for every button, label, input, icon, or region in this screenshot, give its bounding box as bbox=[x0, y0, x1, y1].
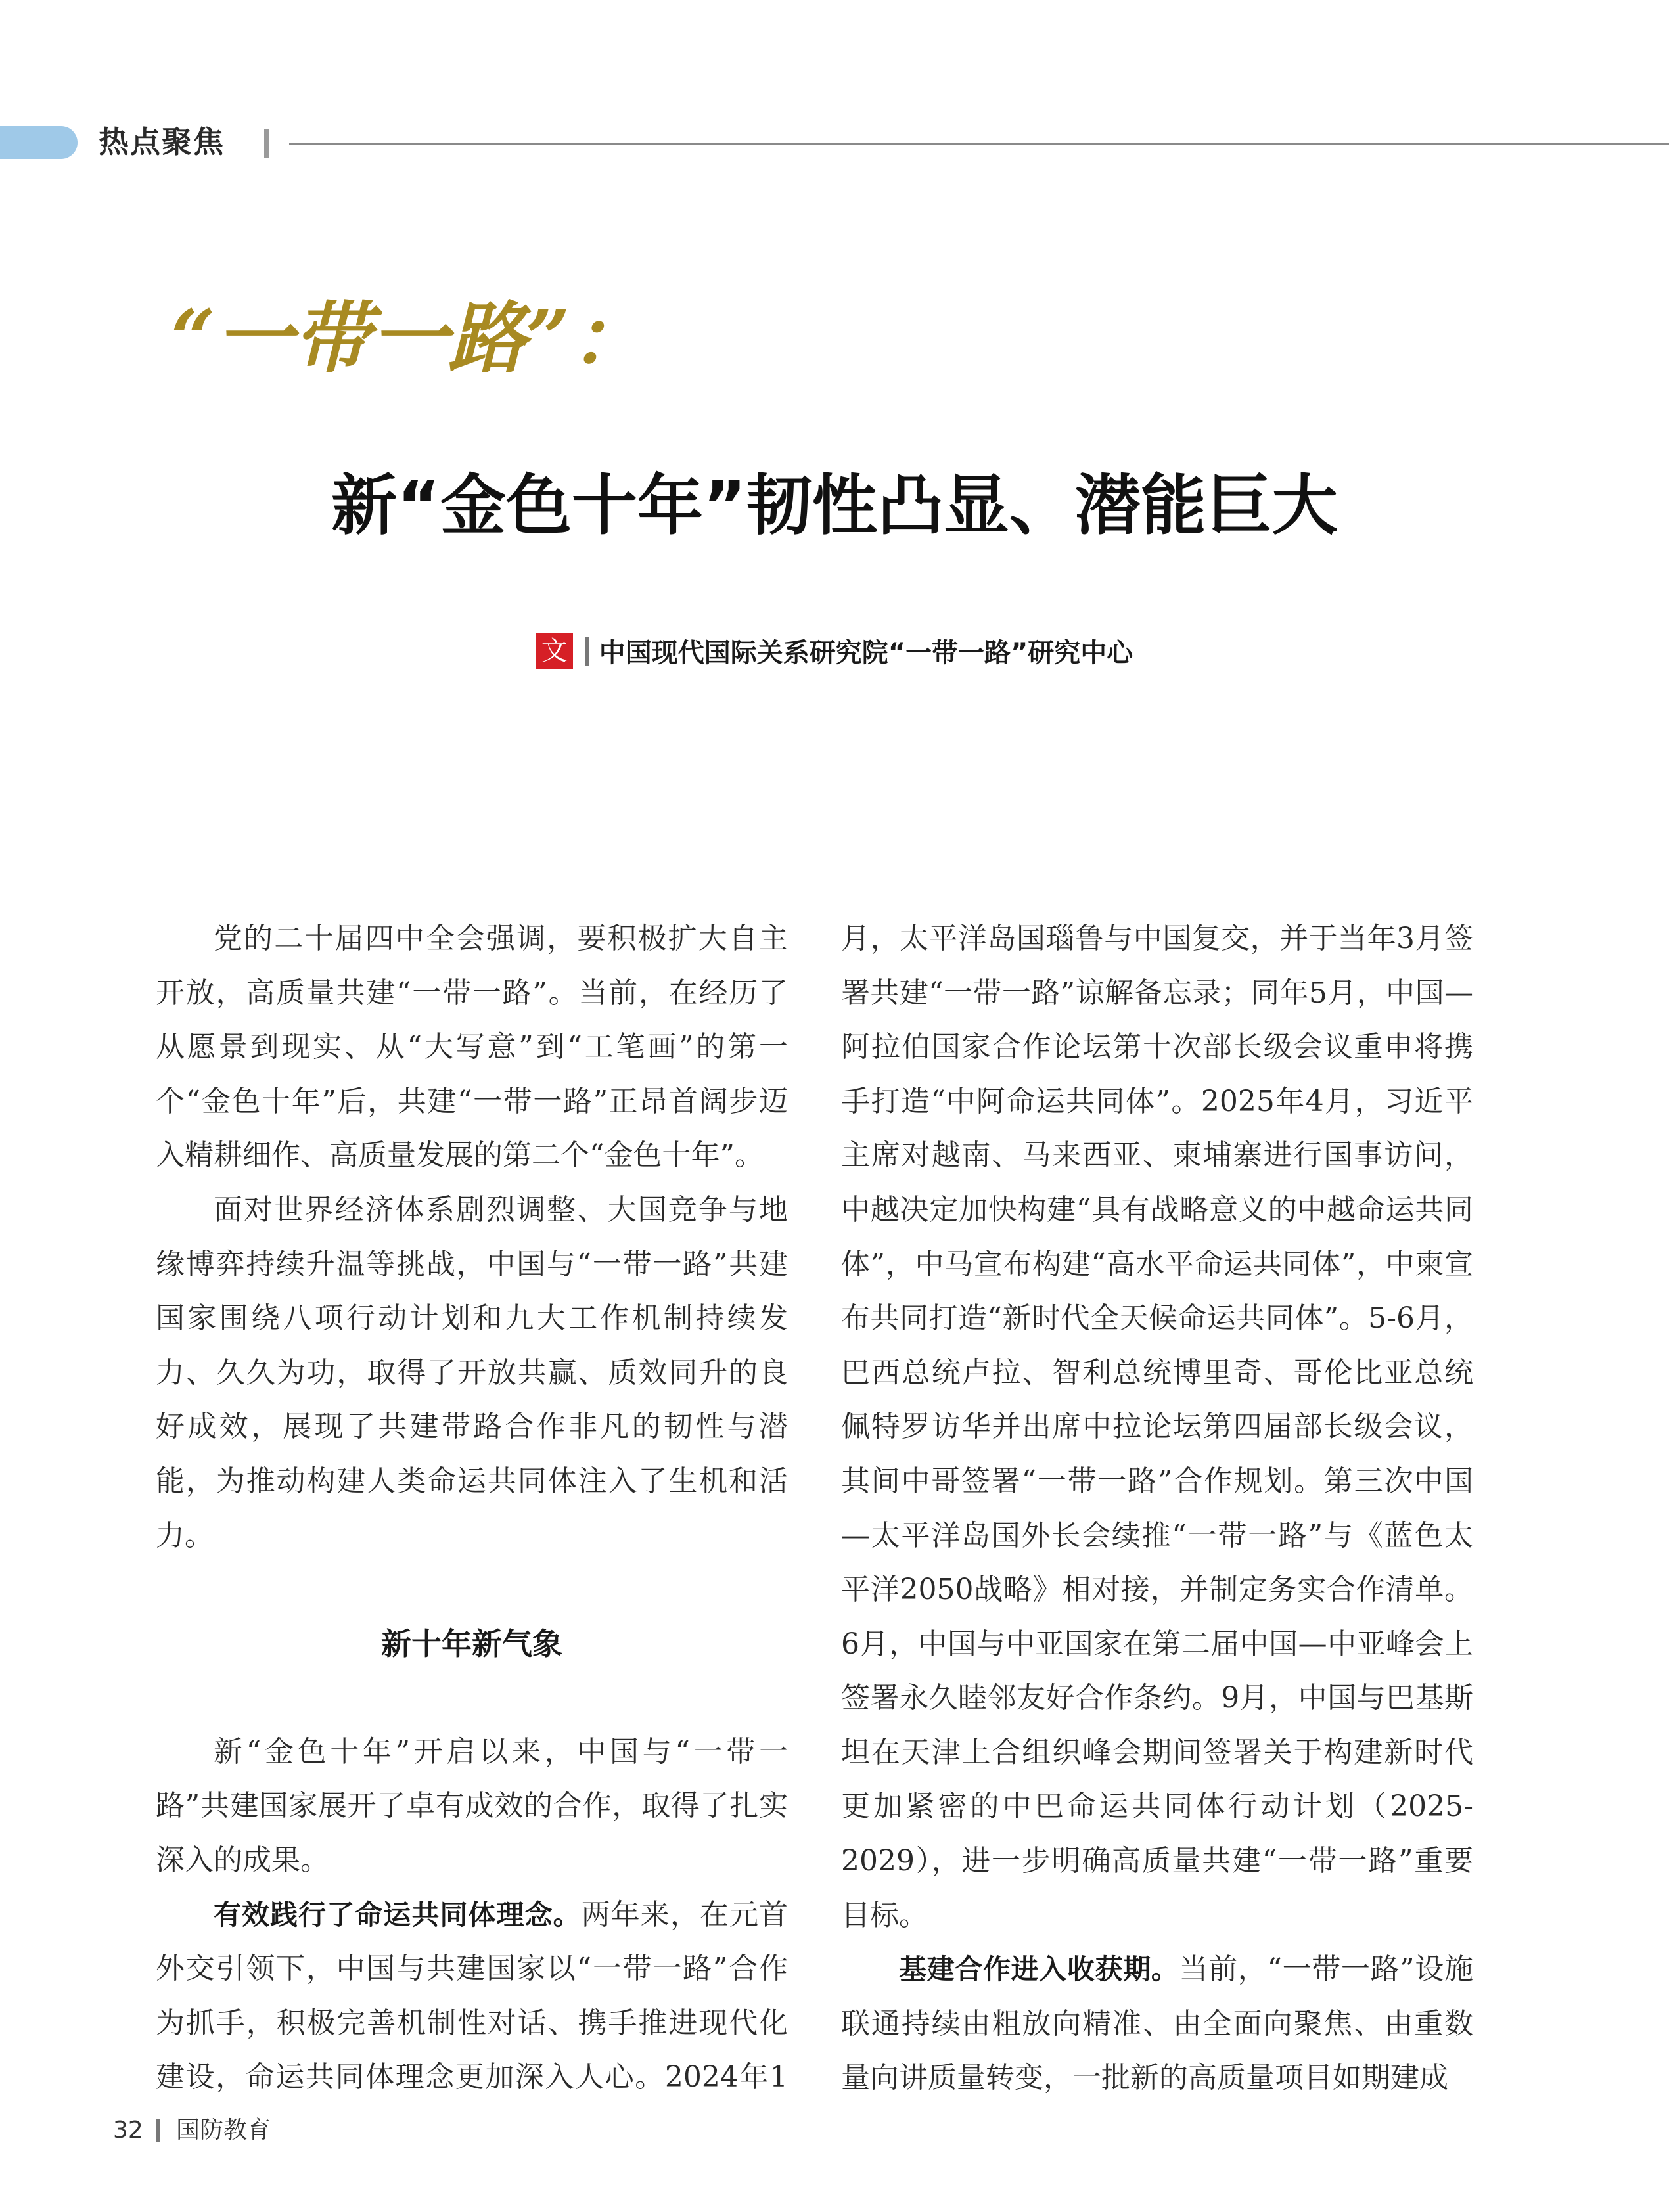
paragraph bbox=[156, 1888, 788, 2105]
byline bbox=[0, 632, 1669, 669]
author-badge: 文 bbox=[536, 633, 573, 669]
byline-divider bbox=[585, 637, 589, 666]
page-number: 32 bbox=[113, 2117, 143, 2144]
section-title: 热点聚焦 bbox=[99, 124, 225, 160]
continued-paragraph-wrapper bbox=[841, 912, 1473, 2106]
paragraph-continued bbox=[841, 912, 1473, 1943]
title-kicker: “一带一路”： bbox=[171, 292, 648, 384]
section-tab-marker bbox=[0, 126, 78, 159]
paragraph-text: 当前，“一带一路”设施联通持续由粗放向精准、由全面向聚焦、由重数量向讲质量转变，一批新的高质量项目如期建成 bbox=[841, 1952, 1473, 2095]
paragraph: 新“金色十年”开启以来，中国与“一带一路”共建国家展开了卓有成效的合作，取得了扎实深入的成果。 bbox=[156, 1734, 788, 1877]
paragraph: 面对世界经济体系剧烈调整、大国竞争与地缘博弈持续升温等挑战，中国与“一带一路”共建国家围绕八项行动计划和九大工作机制持续发力、久久为功，取得了开放共赢、质效同升的良好成效，展现了共建带路合作非凡的韧性与潜能，为推动构建人类命运共同体注入了生机和活力。 bbox=[156, 1192, 788, 1552]
footer-divider bbox=[156, 2119, 160, 2142]
header-rule bbox=[289, 143, 1669, 145]
article-title: 新“金色十年”韧性凸显、潜能巨大 bbox=[331, 467, 1338, 544]
magazine-name: 国防教育 bbox=[176, 2117, 271, 2144]
right-column bbox=[841, 912, 1473, 2108]
section-subheading: 新十年新气象 bbox=[381, 1626, 562, 1662]
paragraph-text-copy: 月，太平洋岛国瑙鲁与中国复交，并于当年3月签署共建“一带一路”谅解备忘录；同年5月，中国—阿拉伯国家合作论坛第十次部长级会议重申将携手打造“中阿命运共同体”。2025年4月，习近平主席对越南、马来西亚、柬埔寨进行国事访问，中越决定加快构建“具有战略意义的中越命运共同体”，中马宣布构建“高水平命运共同体”，中柬宣布共同打造“新时代全天候命运共同体”。5-6月，巴西总统卢拉、智利总统博里奇、哥伦比亚总统佩特罗访华并出席中拉论坛第四届部长级会议，其间中哥签署“一带一路”合作规划。第三次中国—太平洋岛国外长会续推“一带一路”与《蓝色太平洋2050战略》相对接，并制定务实合作清单。6月，中国与中亚国家在第二届中国—中亚峰会上签署永久睦邻友好合作条约。9月，中国与巴基斯坦在天津上合组织峰会期间签署关于构建新时代更加紧密的中巴命运共同体行动计划（2025-2029），进一步明确高质量共建“一带一路”重要目标。 bbox=[841, 921, 1473, 1932]
section-divider bbox=[264, 129, 269, 158]
paragraph-lead: 有效践行了命运共同体理念。 bbox=[214, 1898, 582, 1931]
paragraph-text: 两年来，在元首外交引领下，中国与共建国家以“一带一路”合作为抓手，积极完善机制性对话、携手推进现代化建设，命运共同体理念更加深入人心。2024年1 bbox=[156, 1897, 788, 2094]
paragraph-lead: 基建合作进入收获期。 bbox=[899, 1953, 1179, 1986]
author-name: 中国现代国际关系研究院“一带一路”研究中心 bbox=[599, 638, 1133, 668]
paragraph: 党的二十届四中全会强调，要积极扩大自主开放，高质量共建“一带一路”。当前，在经历了从愿景到现实、从“大写意”到“工笔画”的第一个“金色十年”后，共建“一带一路”正昂首阔步迈入精耕细作、高质量发展的第二个“金色十年”。 bbox=[156, 922, 788, 1173]
paragraph bbox=[841, 1943, 1473, 2106]
left-column bbox=[156, 912, 788, 2105]
